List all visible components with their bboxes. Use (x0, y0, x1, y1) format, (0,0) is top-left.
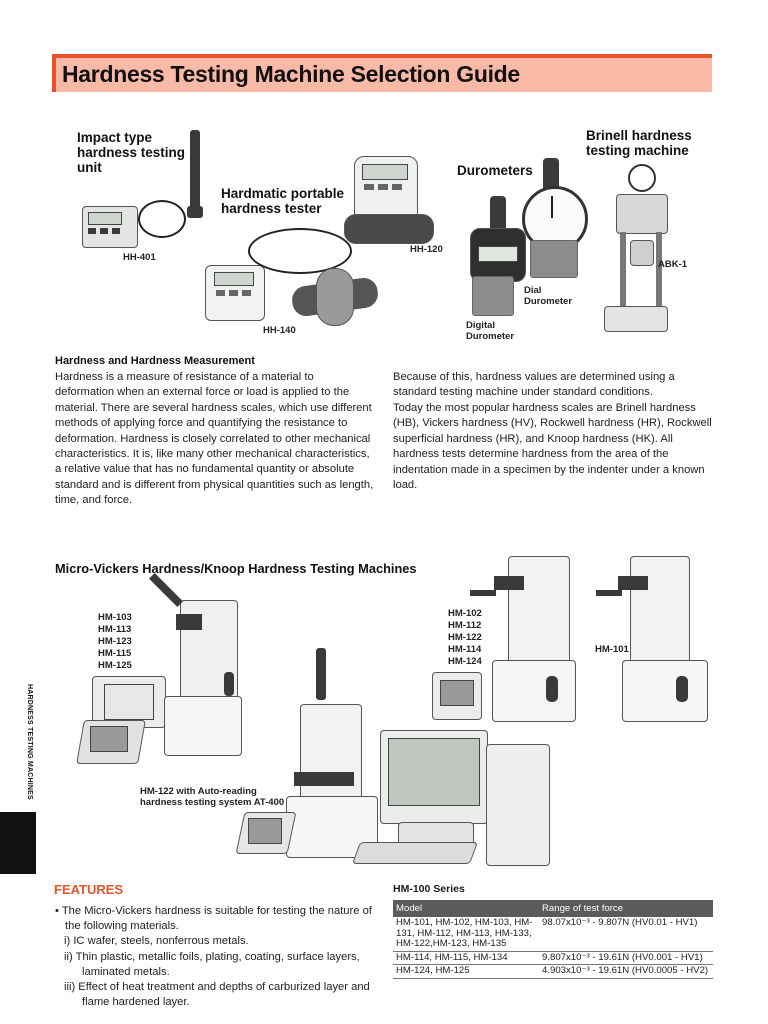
black-side-marker (0, 812, 36, 874)
hm-100-series-table (393, 900, 713, 979)
title-banner-mark (52, 58, 56, 92)
table-row (393, 965, 713, 979)
table-header-range: Range of test force (539, 900, 713, 917)
side-tab-text: HARDNESS TESTING MACHINES (26, 684, 33, 800)
features-item-2: ii) Thin plastic, metallic foils, plating, coating, surface layers, laminated metals. (64, 951, 360, 979)
hh-401-label: HH-401 (123, 252, 156, 263)
table-cell-range: 9.807x10⁻³ - 19.61N (HV0.001 - HV1) (539, 951, 713, 965)
side-tab (22, 684, 36, 814)
brinell-label: Brinell hardness testing machine (586, 128, 692, 158)
hm-122-auto-label: HM-122 with Auto-reading hardness testing system AT-400 (140, 786, 285, 808)
micro-vickers-section-title: Micro-Vickers Hardness/Knoop Hardness Testing Machines (55, 561, 417, 576)
hh-140-label: HH-140 (263, 325, 296, 336)
hm-102-group-label: HM-102 HM-112 HM-122 HM-114 HM-124 (448, 608, 482, 667)
durometers-label: Durometers (457, 163, 533, 178)
digital-durometer-label: Digital Durometer (466, 320, 515, 342)
hardmatic-label: Hardmatic portable hardness tester (221, 186, 345, 216)
dial-durometer-label: Dial Durometer (524, 285, 573, 307)
table-row (393, 917, 713, 951)
table-cell-model: HM-101, HM-102, HM-103, HM-131, HM-112, HM-113, HM-133, HM-122,HM-123, HM-135 (393, 917, 539, 951)
abk-1-label: ABK-1 (658, 259, 688, 270)
intro-heading: Hardness and Hardness Measurement (55, 355, 255, 367)
table-header-model: Model (393, 900, 539, 917)
hm-103-group-label: HM-103 HM-113 HM-123 HM-115 HM-125 (98, 612, 132, 671)
hh-120-label: HH-120 (410, 244, 443, 255)
features-item-1: i) IC wafer, steels, nonferrous metals. (64, 935, 249, 947)
impact-type-label: Impact type hardness testing unit (77, 130, 186, 175)
intro-left-paragraph: Hardness is a measure of resistance of a material to deformation when an external force or load is applied to the material. There are several hardness scales, which use different methods of applying force and quantifying the resistance to deformation. Hardness is closely correlated to other mechanical characteristics. It is, like many other mechanical characteristics, a relative value that has no fundamental quantity or absolute standard and is different from physical quantities such as length, time, and force. (55, 371, 374, 507)
features-item-3: iii) Effect of heat treatment and depths of carburized layer and flame hardened layer. (64, 981, 370, 1009)
table-cell-model: HM-114, HM-115, HM-134 (393, 951, 539, 965)
features-bullet: • The Micro-Vickers hardness is suitable for testing the nature of the following materials. (55, 905, 372, 933)
page-title: Hardness Testing Machine Selection Guide (62, 61, 520, 87)
table-title: HM-100 Series (393, 883, 465, 895)
table-cell-range: 4.903x10⁻³ - 19.61N (HV0.0005 - HV2) (539, 965, 713, 979)
intro-right-paragraph-1: Because of this, hardness values are determined using a standard testing machine under standard conditions. (393, 371, 675, 399)
hm-101-label: HM-101 (595, 644, 629, 655)
table-cell-model: HM-124, HM-125 (393, 965, 539, 979)
table-cell-range: 98.07x10⁻³ - 9.807N (HV0.01 - HV1) (539, 917, 713, 951)
intro-right-paragraph-2: Today the most popular hardness scales are Brinell hardness (HB), Vickers hardness (HV), Rockwell hardness (HR), Rockwell superficial hardness (HR), and Knoop hardness (HK). All hardness tests determine hardness from the area of the indentation made in a specimen by the indenter under a known load. (393, 402, 712, 492)
table-row (393, 951, 713, 965)
features-title: FEATURES (54, 882, 124, 897)
